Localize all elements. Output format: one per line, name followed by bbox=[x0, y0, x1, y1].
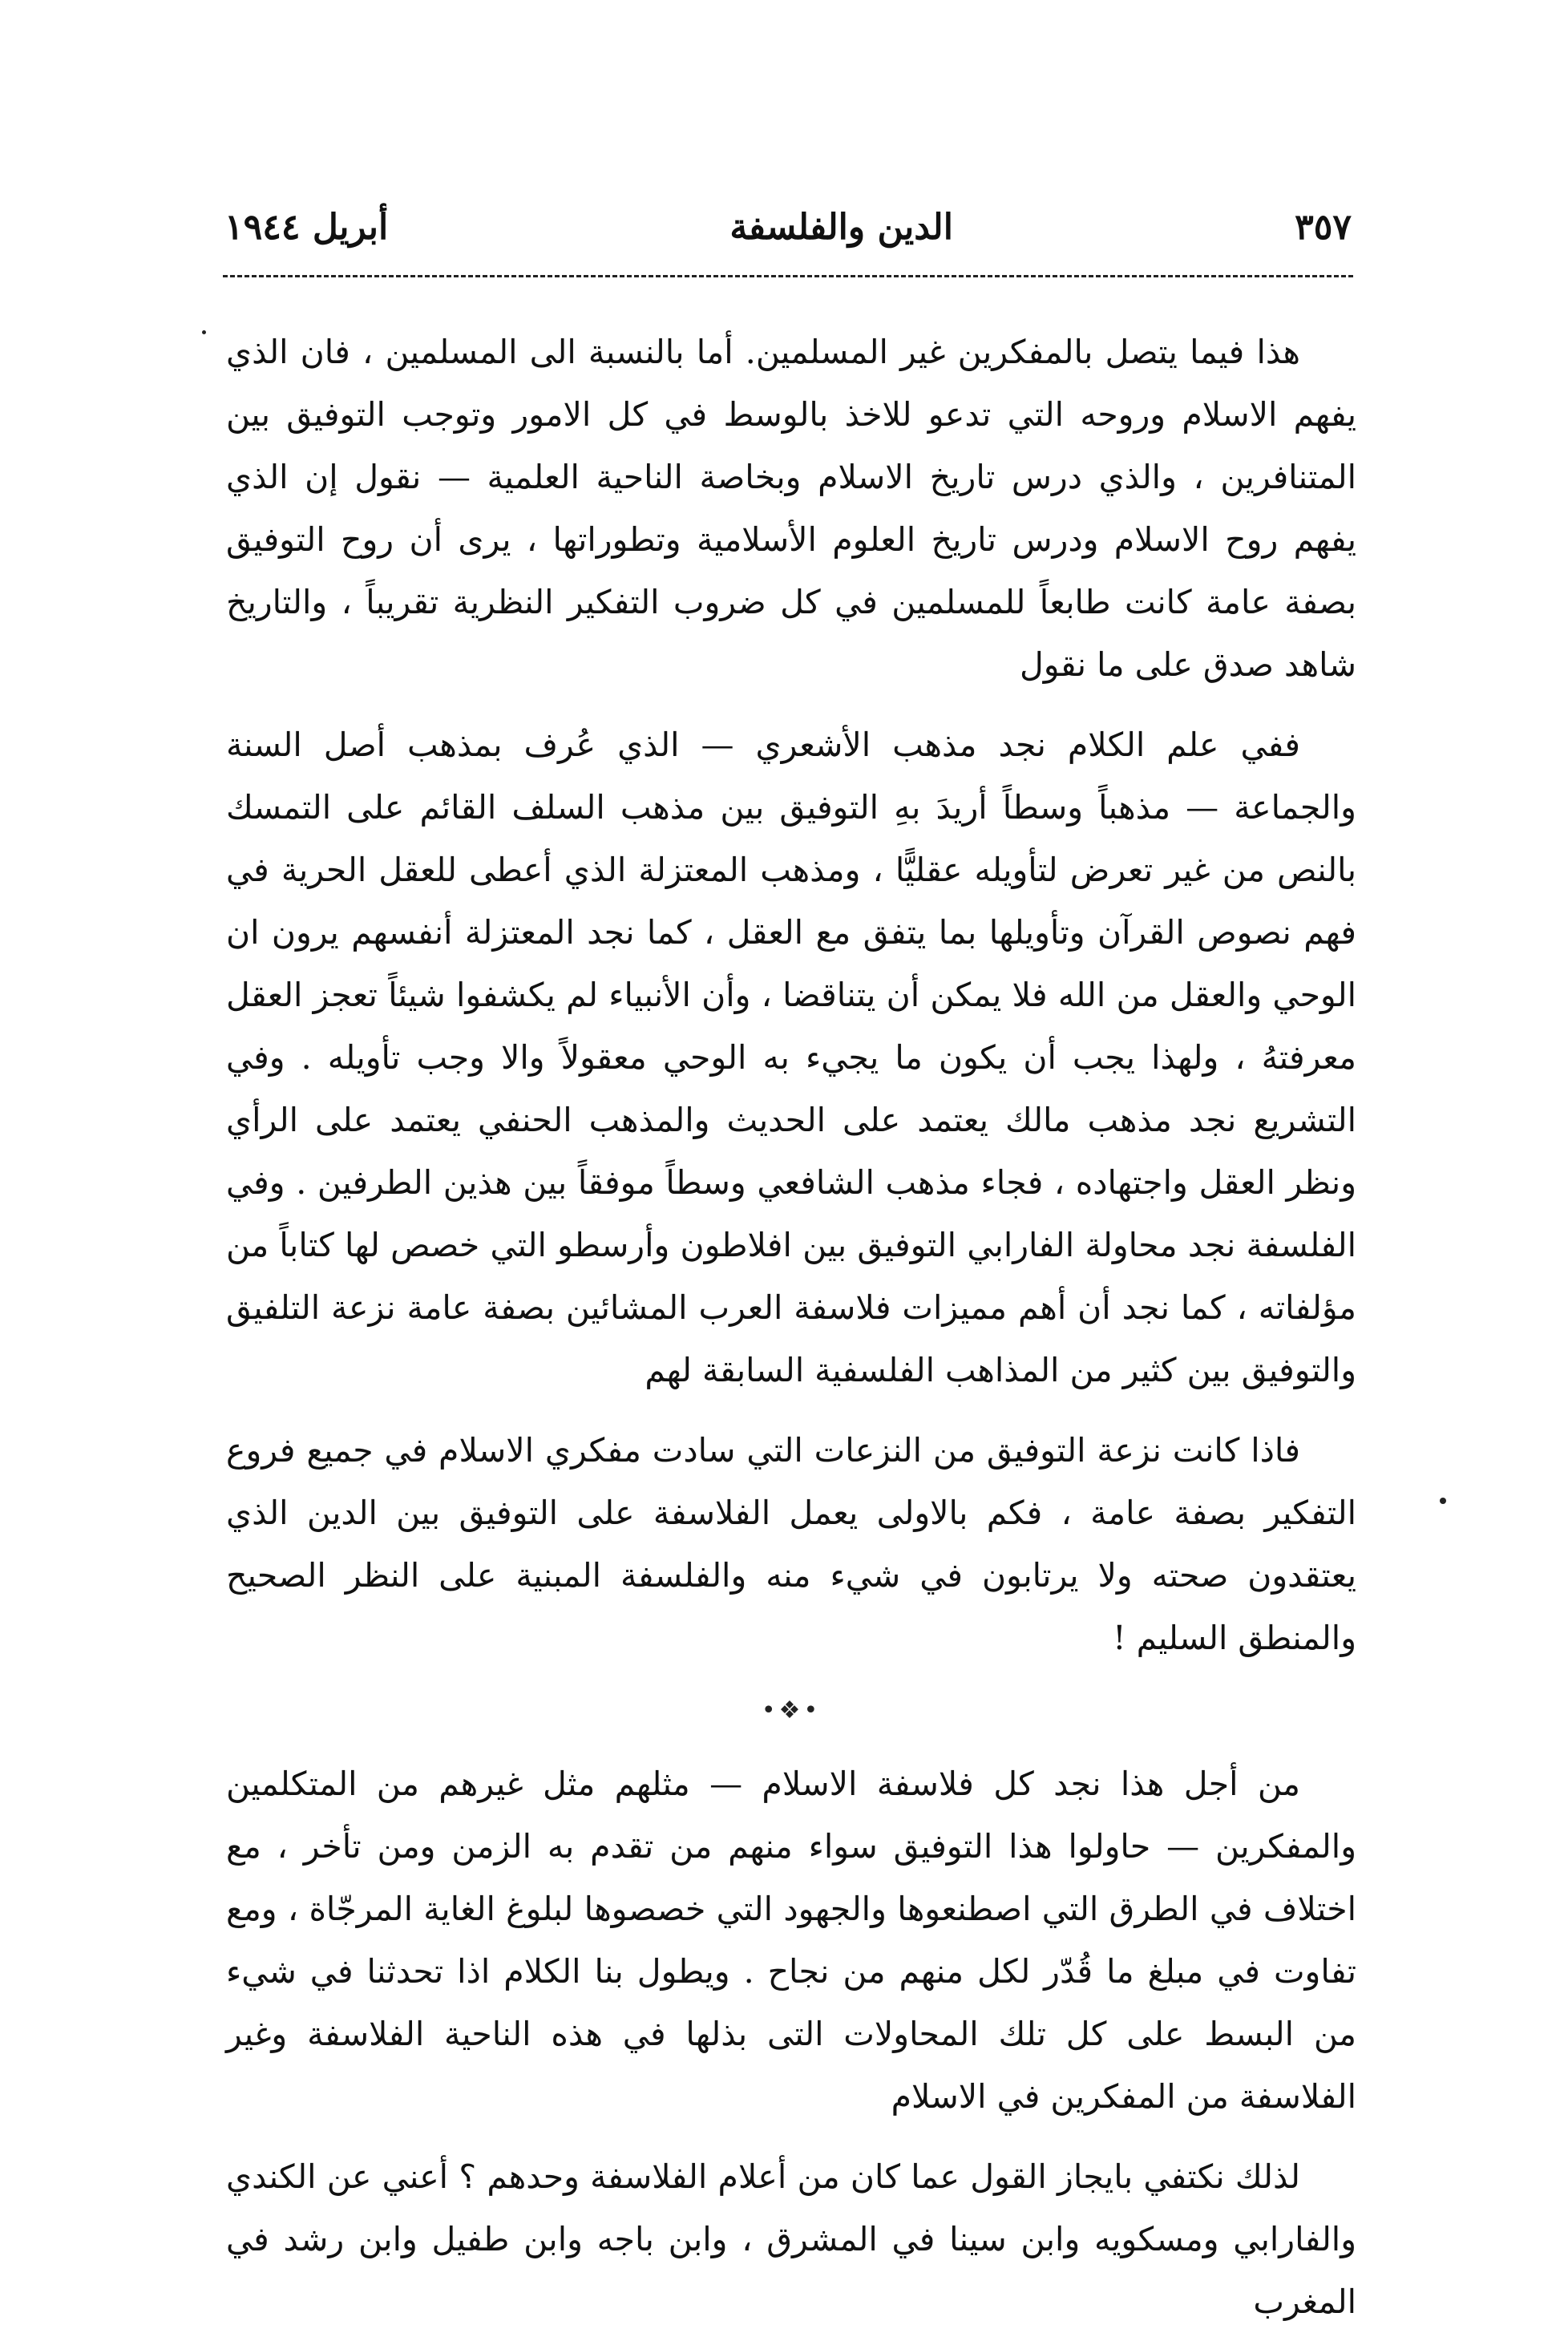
running-title: الدين والفلسفة bbox=[729, 206, 953, 248]
issue-date: أبريل ١٩٤٤ bbox=[224, 206, 389, 248]
paragraph: هذا فيما يتصل بالمفكرين غير المسلمين. أما بالنسبة الى المسلمين ، فان الذي يفهم الاسلام وروحه التي تدعو للاخذ بالوسط في كل الامور وتوجب التوفيق بين المتنافرين ، والذي درس تاريخ الاسلام وبخاصة الناحية العلمية — نقول إن الذي يفهم روح الاسلام ودرس تاريخ العلوم الأسلامية وتطوراتها ، يرى أن روح التوفيق بصفة عامة كانت طابعاً للمسلمين في كل ضروب التفكير النظرية تقريباً ، والتاريخ شاهد صدق على ما نقول bbox=[226, 333, 1356, 684]
section-separator bbox=[226, 1669, 1356, 1753]
article-body bbox=[226, 321, 1356, 2333]
paragraph: من أجل هذا نجد كل فلاسفة الاسلام — مثلهم مثل غيرهم من المتكلمين والمفكرين — حاولوا هذا التوفيق سواء منهم من تقدم به الزمن ومن تأخر ، مع اختلاف في الطرق التي اصطنعوها والجهود التي خصصوها لبلوغ الغاية المرجّاة ، ومع تفاوت في مبلغ ما قُدّر لكل منهم من نجاح . ويطول بنا الكلام اذا تحدثنا في شيء من البسط على كل تلك المحاولات التى بذلها في هذه الناحية الفلاسفة وغير الفلاسفة من المفكرين في الاسلام bbox=[226, 1765, 1356, 2116]
page-number: ٣٥٧ bbox=[1295, 206, 1352, 248]
paragraph: لذلك نكتفي بايجاز القول عما كان من أعلام الفلاسفة وحدهم ؟ أعني عن الكندي والفارابي ومسكويه وابن سينا في المشرق ، وابن باجه وابن طفيل وابن رشد في المغرب bbox=[226, 2157, 1356, 2321]
running-header bbox=[224, 202, 1352, 252]
paragraph: فاذا كانت نزعة التوفيق من النزعات التي سادت مفكري الاسلام في جميع فروع التفكير بصفة عامة ، فكم بالاولى يعمل الفلاسفة على التوفيق بين الدين الذي يعتقدون صحته ولا يرتابون في شيء منه والفلسفة المبنية على النظر الصحيح والمنطق السليم ! bbox=[226, 1431, 1356, 1657]
ornament-icon: •❖• bbox=[761, 1696, 822, 1724]
header-rule bbox=[223, 275, 1353, 277]
paragraph: ففي علم الكلام نجد مذهب الأشعري — الذي عُرف بمذهب أصل السنة والجماعة — مذهباً وسطاً أريدَ بهِ التوفيق بين مذهب السلف القائم على التمسك بالنص من غير تعرض لتأويله عقليًّا ، ومذهب المعتزلة الذي أعطى للعقل الحرية في فهم نصوص القرآن وتأويلها بما يتفق مع العقل ، كما نجد المعتزلة أنفسهم يرون ان الوحي والعقل من الله فلا يمكن أن يتناقضا ، وأن الأنبياء لم يكشفوا شيئاً تعجز العقل معرفتهُ ، ولهذا يجب أن يكون ما يجيء به الوحي معقولاً والا وجب تأويله . وفي التشريع نجد مذهب مالك يعتمد على الحديث والمذهب الحنفي يعتمد على الرأي ونظر العقل واجتهاده ، فجاء مذهب الشافعي وسطاً موفقاً بين هذين الطرفين . وفي الفلسفة نجد محاولة الفارابي التوفيق بين افلاطون وأرسطو التي خصص لها كتاباً من مؤلفاته ، كما نجد أن أهم مميزات فلاسفة العرب المشائين بصفة عامة نزعة التلفيق والتوفيق بين كثير من المذاهب الفلسفية السابقة لهم bbox=[226, 726, 1357, 1389]
margin-dot-icon bbox=[1440, 1498, 1446, 1504]
margin-dot-icon bbox=[202, 330, 206, 334]
